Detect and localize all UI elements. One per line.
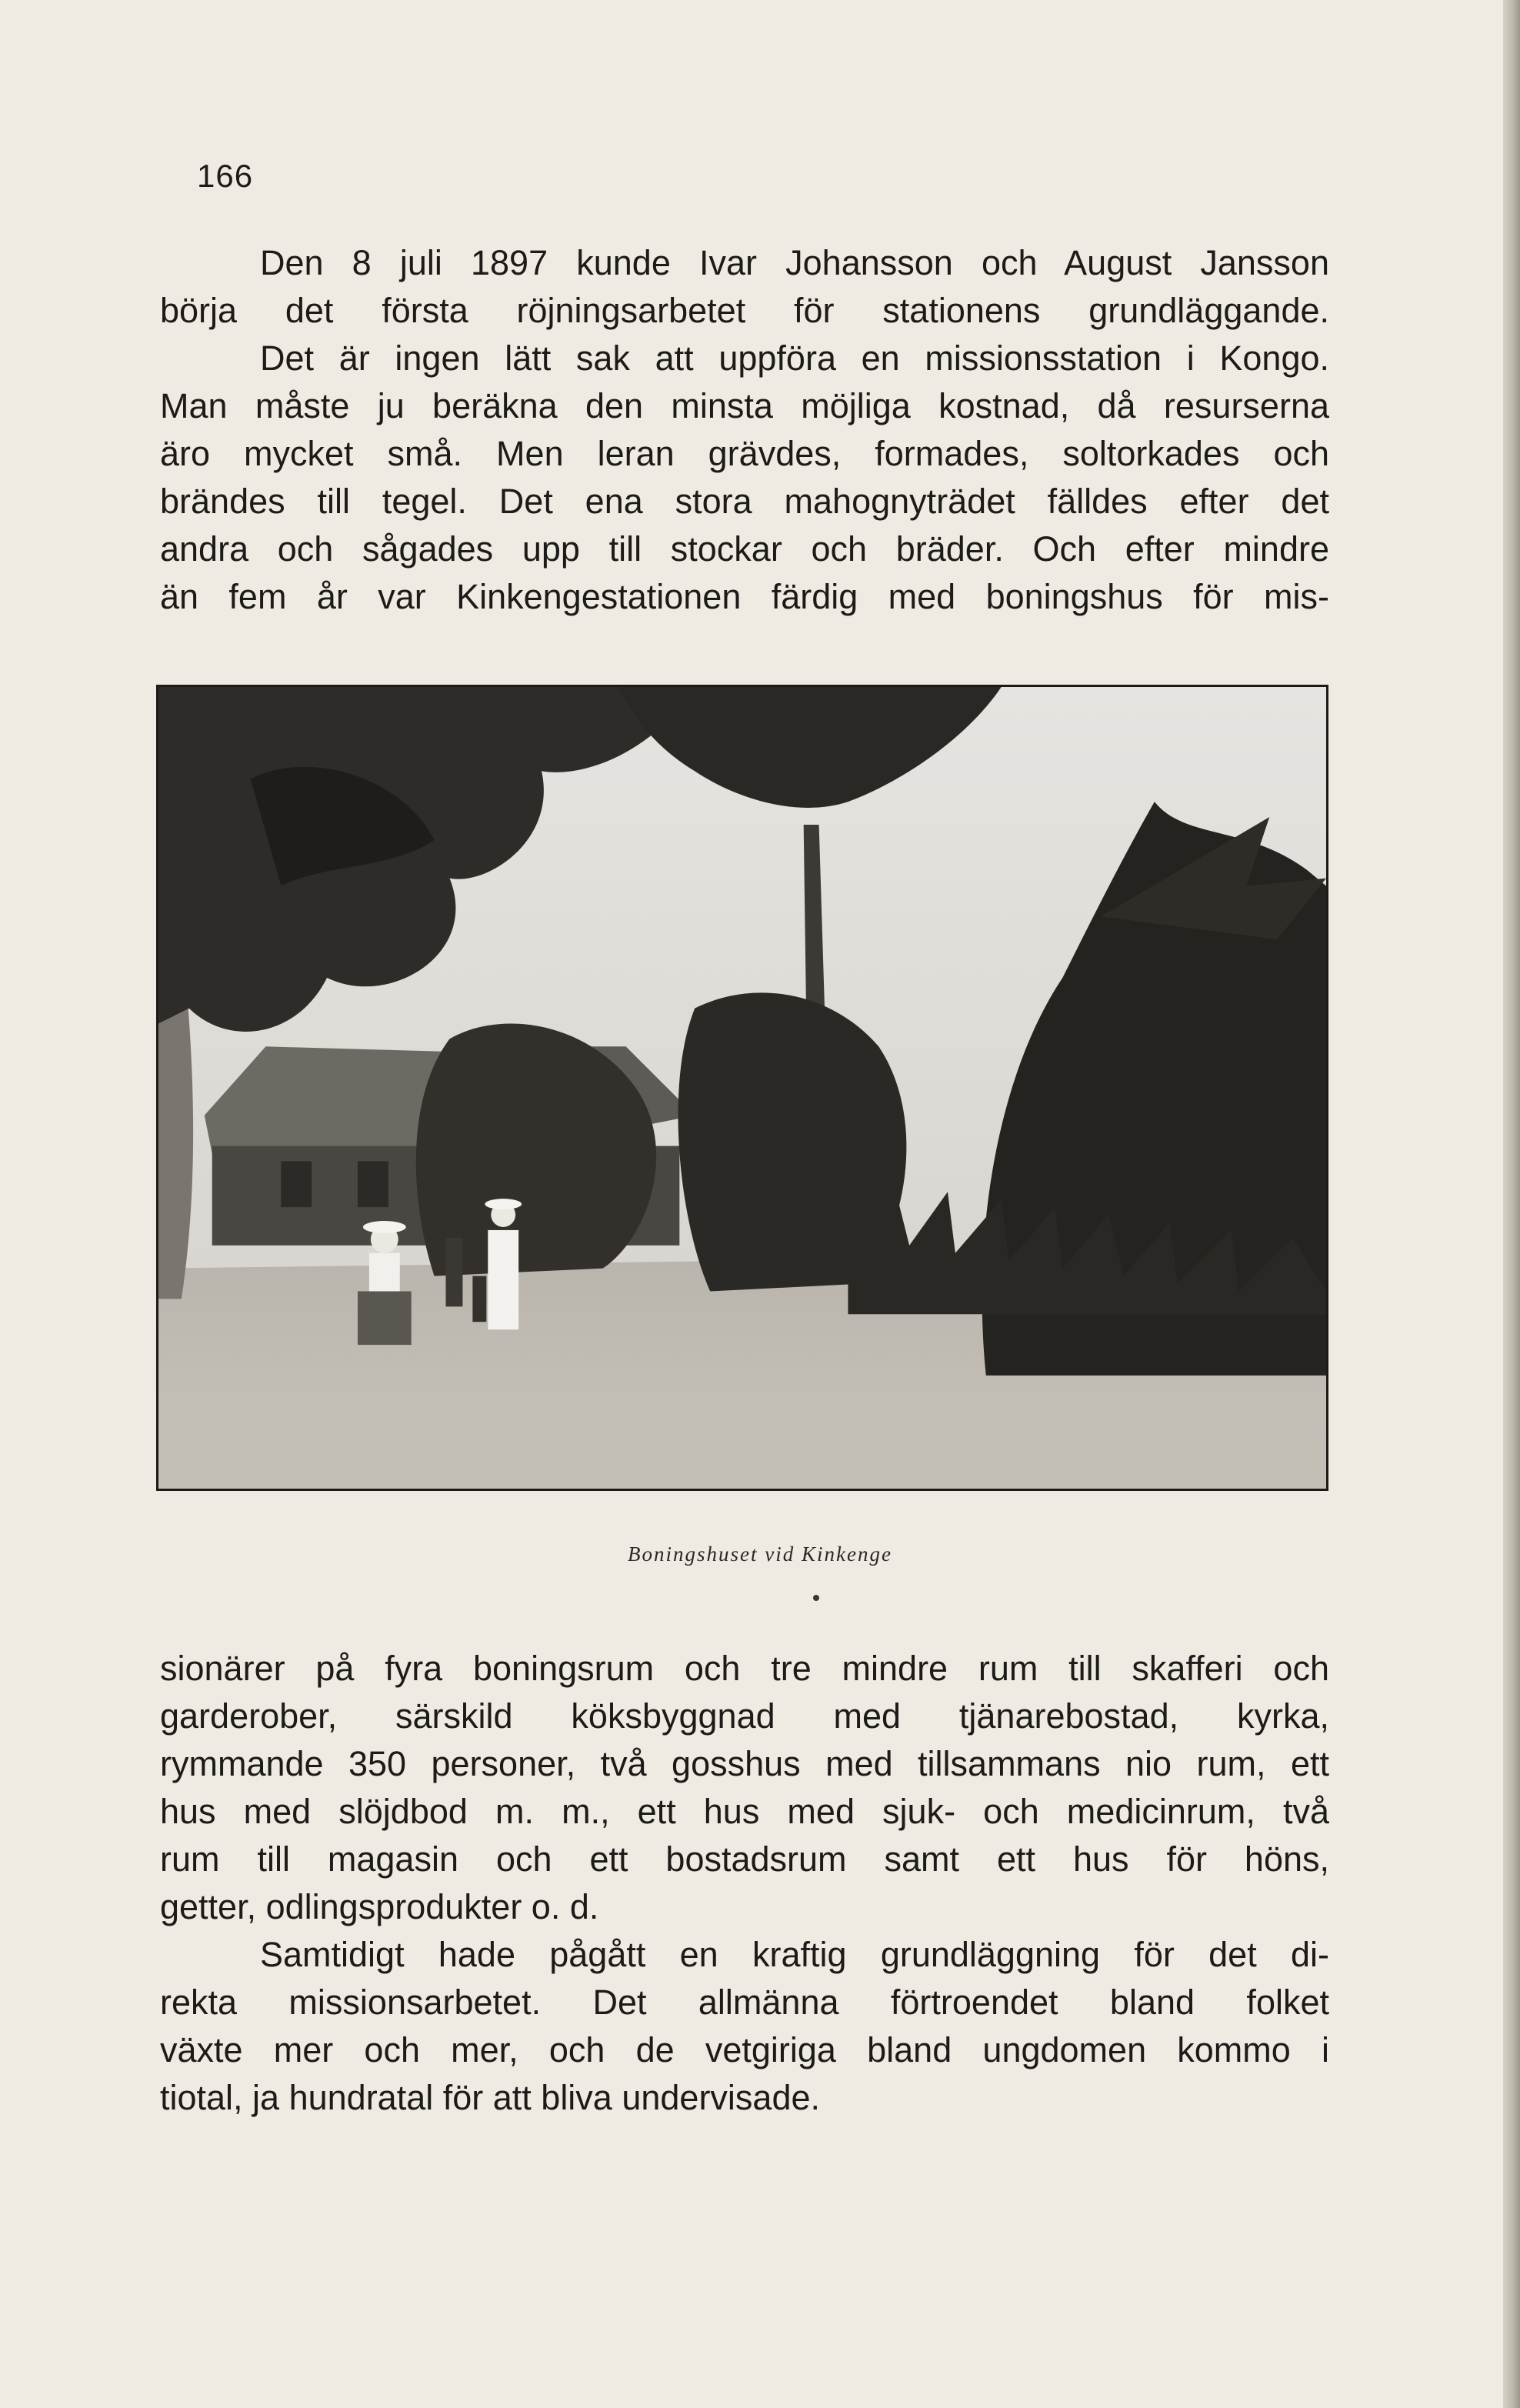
figure-caption: Boningshuset vid Kinkenge: [628, 1543, 892, 1566]
text-line: garderober, särskild köksbyggnad med tjänarebostad, kyrka,: [160, 1696, 1329, 1736]
text-line: Man måste ju beräkna den minsta möjliga kostnad, då resurserna: [160, 386, 1329, 425]
text-line: Samtidigt hade pågått en kraftig grundläggning för det di-: [260, 1935, 1329, 1974]
text-line: rekta missionsarbetet. Det allmänna förtroendet bland folket: [160, 1983, 1329, 2022]
page-edge: [1503, 0, 1520, 2408]
text-line: sionärer på fyra boningsrum och tre mindre rum till skafferi och: [160, 1649, 1329, 1688]
photograph-illustration: [158, 687, 1326, 1489]
text-line: brändes till tegel. Det ena stora mahognyträdet fälldes efter det: [160, 482, 1329, 521]
text-line: Den 8 juli 1897 kunde Ivar Johansson och August Jansson: [260, 243, 1329, 282]
photograph-boningshuset: [156, 685, 1328, 1491]
text-line: växte mer och mer, och de vetgiriga bland ungdomen kommo i: [160, 2030, 1329, 2069]
top-paragraphs: [160, 239, 1329, 621]
text-line: rum till magasin och ett bostadsrum samt ett hus för höns,: [160, 1839, 1329, 1879]
text-line: getter, odlingsprodukter o. d.: [160, 1887, 599, 1926]
text-line: än fem år var Kinkengestationen färdig med boningshus för mis-: [160, 577, 1329, 616]
text-line: hus med slöjdbod m. m., ett hus med sjuk- och medicinrum, två: [160, 1792, 1329, 1831]
text-line: äro mycket små. Men leran grävdes, formades, soltorkades och: [160, 434, 1329, 473]
bottom-paragraphs: [160, 1645, 1329, 2122]
printer-dot: [813, 1595, 819, 1601]
text-line: Det är ingen lätt sak att uppföra en missionsstation i Kongo.: [260, 339, 1329, 378]
text-line: rymmande 350 personer, två gosshus med tillsammans nio rum, ett: [160, 1744, 1329, 1783]
text-line: börja det första röjningsarbetet för stationens grundläggande.: [160, 291, 1329, 330]
text-line: tiotal, ja hundratal för att bliva undervisade.: [160, 2078, 821, 2117]
text-line: andra och sågades upp till stockar och bräder. Och efter mindre: [160, 529, 1329, 569]
page-number: 166: [197, 158, 254, 194]
